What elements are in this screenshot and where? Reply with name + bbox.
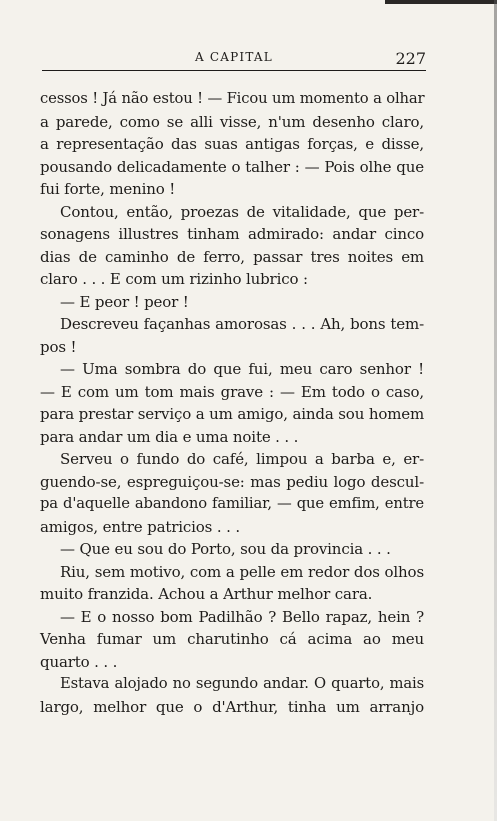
text-line: Venha fumar um charutinho cá acima ao meu	[40, 630, 424, 648]
text-line: sonagens illustres tinham admirado: andar cinco	[40, 225, 424, 243]
text-line: — E peor ! peor !	[60, 292, 189, 311]
text-line: — E com um tom mais grave : — Em todo o caso,	[40, 382, 424, 401]
text-line: fui forte, menino !	[40, 180, 176, 198]
text-line: largo, melhor que o d'Arthur, tinha um arranjo	[40, 697, 424, 716]
text-line: pos !	[40, 337, 77, 356]
text-line: — Uma sombra do que fui, meu caro senhor !	[60, 360, 424, 378]
page-header	[42, 50, 426, 70]
text-line: Riu, sem motivo, com a pelle em redor dos olhos	[60, 562, 424, 581]
text-line: Descreveu façanhas amorosas . . . Ah, bons tem-	[60, 315, 424, 333]
page-number: 227	[395, 49, 426, 68]
text-line: Serveu o fundo do café, limpou a barba e, er-	[60, 450, 424, 468]
text-line: pousando delicadamente o talher : — Pois olhe que	[40, 157, 424, 176]
text-line: claro . . . E com um rizinho lubrico :	[40, 270, 308, 288]
text-line: para andar um dia e uma noite . . .	[40, 427, 299, 446]
text-line: para prestar serviço a um amigo, ainda sou homem	[40, 405, 425, 423]
text-line: — E o nosso bom Padilhão ? Bello rapaz, hein ?	[60, 607, 424, 626]
text-line: muito franzida. Achou a Arthur melhor cara.	[40, 585, 373, 603]
header-rule	[42, 70, 426, 71]
text-line: — Que eu sou do Porto, sou da provincia . . .	[60, 540, 391, 558]
text-line: cessos ! Já não estou ! — Ficou um momento a olhar	[40, 90, 425, 107]
running-title: A CAPITAL	[195, 50, 273, 64]
text-line: quarto . . .	[40, 652, 118, 671]
text-line: amigos, entre patricios . . .	[40, 517, 240, 536]
text-line: dias de caminho de ferro, passar tres noites em	[40, 247, 424, 266]
text-line: a representação das suas antigas forças, e disse,	[40, 135, 424, 153]
text-line: Estava alojado no segundo andar. O quarto, mais	[60, 675, 424, 692]
text-line: Contou, então, proezas de vitalidade, que per-	[60, 202, 424, 221]
text-line: guendo-se, espreguiçou-se: mas pediu logo descul-	[40, 472, 424, 491]
body-text	[40, 88, 424, 718]
text-line: a parede, como se alli visse, n'um desenho claro,	[40, 112, 424, 131]
text-line: pa d'aquelle abandono familiar, — que emfim, entre	[40, 495, 424, 512]
scan-edge-top	[385, 0, 497, 4]
